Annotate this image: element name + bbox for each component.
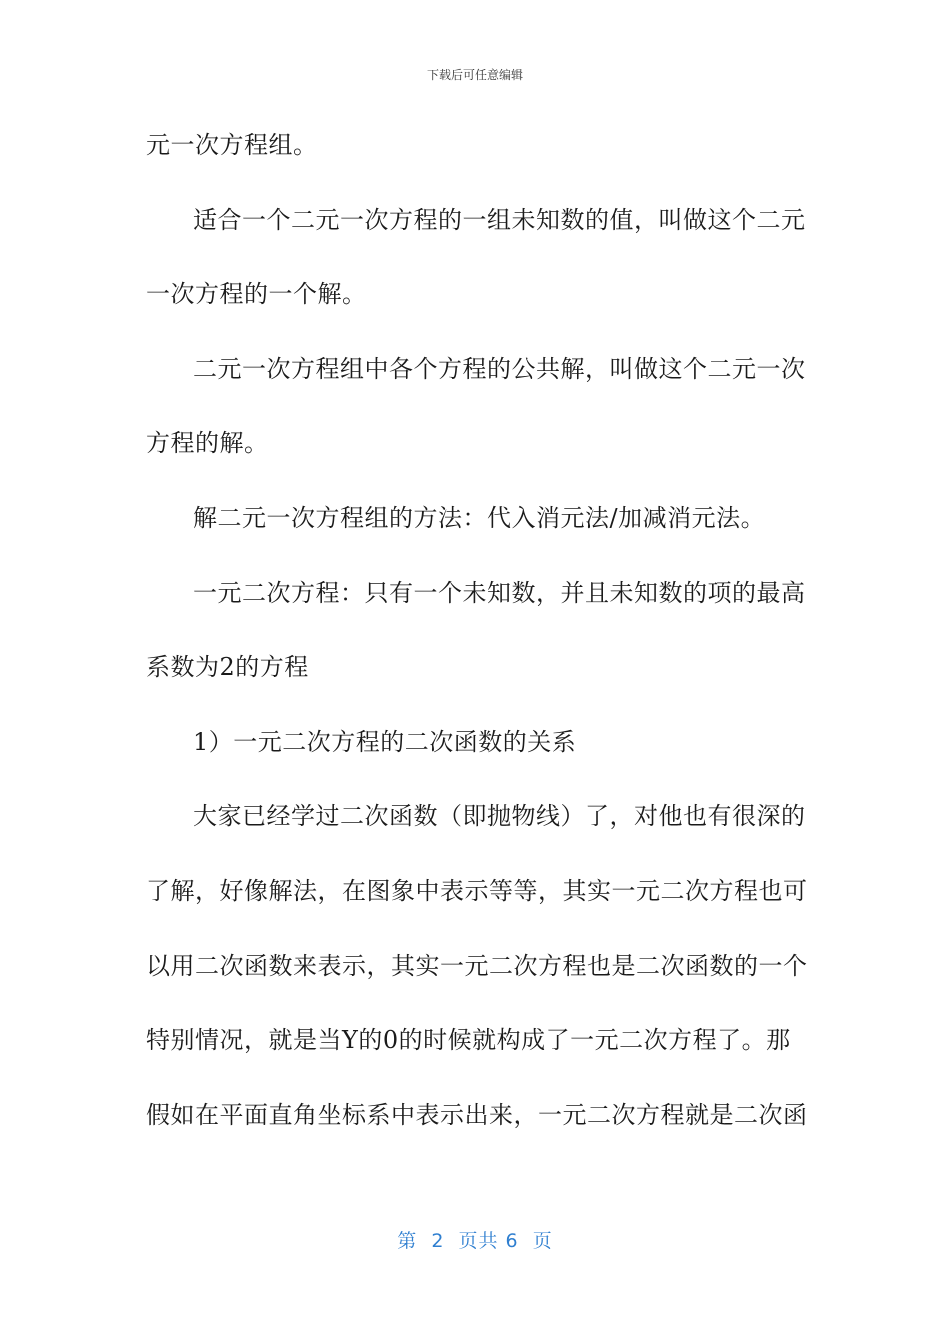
page-header: 下载后可任意编辑 [426, 68, 523, 82]
text-line-11: 了解，好像解法，在图象中表示等等，其实一元二次方程也可 [146, 876, 808, 905]
text-line-8: 系数为2的方程 [146, 653, 309, 682]
text-line-6: 解二元一次方程组的方法：代入消元法/加减消元法。 [193, 503, 766, 532]
text-line-12: 以用二次函数来表示，其实一元二次方程也是二次函数的一个 [146, 951, 808, 980]
page-number-text: 第 2 页共 6 页 [397, 1230, 553, 1252]
text-line-10: 大家已经学过二次函数（即抛物线）了，对他也有很深的 [193, 802, 806, 831]
text-line-2: 适合一个二元一次方程的一组未知数的值，叫做这个二元 [193, 205, 806, 234]
page-footer [0, 1226, 950, 1253]
text-line-3: 一次方程的一个解。 [146, 280, 367, 309]
text-line-13: 特别情况，就是当Y的0的时候就构成了一元二次方程了。那 [146, 1026, 791, 1055]
text-line-14: 假如在平面直角坐标系中表示出来，一元二次方程就是二次函 [146, 1100, 808, 1129]
document-body [146, 118, 808, 1162]
text-line-9: 1）一元二次方程的二次函数的关系 [193, 727, 577, 756]
text-line-4: 二元一次方程组中各个方程的公共解，叫做这个二元一次 [193, 354, 806, 383]
text-line-7: 一元二次方程：只有一个未知数，并且未知数的项的最高 [193, 578, 806, 607]
text-line-5: 方程的解。 [146, 429, 269, 458]
text-line-1: 元一次方程组。 [146, 131, 318, 159]
